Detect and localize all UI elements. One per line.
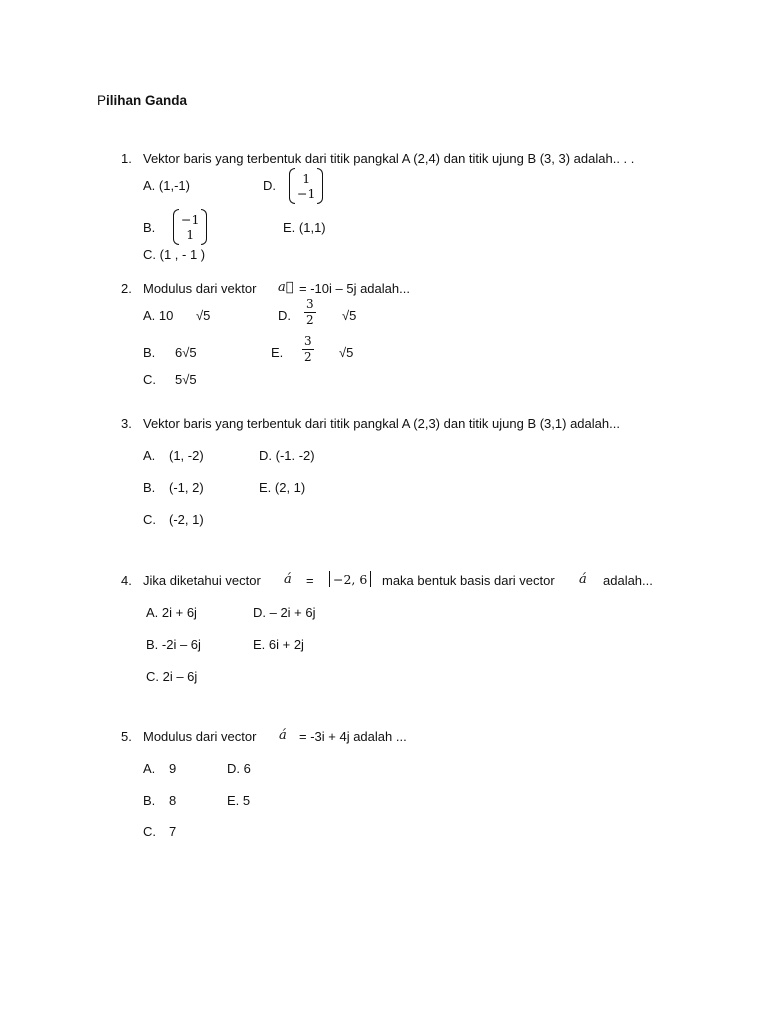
option-a: A. (1,-1) [143, 178, 190, 193]
option-c-label: C. [143, 512, 156, 527]
option-d-label: D. [278, 308, 291, 323]
option-a-value: 9 [169, 761, 177, 776]
question-text-after: = -3i + 4j adalah ... [299, 729, 407, 744]
option-b-label: B. [143, 793, 156, 808]
matrix-bottom: −1 [297, 186, 316, 201]
option-b-label: B. [143, 345, 156, 360]
option-c: C. 2i – 6j [146, 669, 198, 684]
question-number: 3. [121, 416, 132, 431]
vector-components: −2, 6 [333, 571, 368, 587]
right-paren [317, 168, 323, 204]
option-e-label: E. [271, 345, 284, 360]
question-text-mid: maka bentuk basis dari vector [382, 573, 555, 588]
matrix-top: 1 [302, 171, 311, 186]
option-a-label: A. [143, 761, 156, 776]
page-title-rest: ilihan Ganda [106, 93, 188, 108]
fraction-denominator: 2 [306, 313, 314, 327]
option-b: B. -2i – 6j [146, 637, 201, 652]
right-bar [370, 571, 371, 587]
fraction-numerator: 3 [304, 334, 312, 348]
option-b-matrix [173, 209, 207, 245]
option-a-label: A. [143, 448, 156, 463]
fraction-denominator: 2 [304, 350, 312, 364]
option-e: E. 5 [227, 793, 251, 808]
vector-a-symbol: a⃗ [278, 280, 294, 295]
question-number: 4. [121, 573, 132, 588]
right-paren [201, 209, 207, 245]
option-c-value: 7 [169, 824, 177, 839]
option-d: D. – 2i + 6j [253, 605, 316, 620]
option-e-fraction [302, 335, 314, 364]
option-c-value: 5√5 [175, 372, 197, 387]
option-d: D. (-1. -2) [259, 448, 315, 463]
option-a-root: √5 [196, 308, 211, 323]
page-title-first-letter: P [97, 93, 107, 108]
question-text-after: adalah... [603, 573, 653, 588]
option-d: D. 6 [227, 761, 251, 776]
equals-sign: = [306, 573, 314, 588]
matrix-top: −1 [181, 212, 200, 227]
vector-value [326, 571, 374, 587]
option-a: A. 2i + 6j [146, 605, 197, 620]
question-text-before: Jika diketahui vector [143, 573, 261, 588]
question-number: 2. [121, 281, 132, 296]
option-b-label: B. [143, 220, 156, 235]
fraction-numerator: 3 [306, 297, 314, 311]
question-text: Vektor baris yang terbentuk dari titik pangkal A (2,3) dan titik ujung B (3,1) adalah... [143, 416, 620, 431]
option-c-label: C. [143, 824, 156, 839]
option-b-value: 8 [169, 793, 177, 808]
option-b-value: (-1, 2) [169, 480, 204, 495]
matrix-bottom: 1 [186, 227, 195, 242]
question-number: 1. [121, 151, 132, 166]
option-a: A. 10 [143, 308, 174, 323]
question-text-before: Modulus dari vector [143, 729, 257, 744]
option-d-fraction [304, 298, 316, 327]
option-b-label: B. [143, 480, 156, 495]
question-number: 5. [121, 729, 132, 744]
option-b-value: 6√5 [175, 345, 197, 360]
option-c-value: (-2, 1) [169, 512, 204, 527]
option-e: E. 6i + 2j [253, 637, 304, 652]
option-c: C. (1 , - 1 ) [143, 247, 206, 262]
option-c-label: C. [143, 372, 156, 387]
left-bar [329, 571, 330, 587]
question-text-after: = -10i – 5j adalah... [299, 281, 410, 296]
option-d-matrix [289, 168, 323, 204]
question-text: Vektor baris yang terbentuk dari titik pangkal A (2,4) dan titik ujung B (3, 3) adalah.. . . [143, 151, 635, 166]
vector-a-symbol: á [279, 728, 287, 743]
option-d-root: √5 [342, 308, 357, 323]
question-text-before: Modulus dari vektor [143, 281, 257, 296]
option-a-value: (1, -2) [169, 448, 204, 463]
option-d-label: D. [263, 178, 276, 193]
vector-a-symbol: á [579, 572, 587, 587]
option-e: E. (1,1) [283, 220, 326, 235]
page-title [97, 93, 187, 109]
option-e-root: √5 [339, 345, 354, 360]
vector-a-symbol: á [284, 572, 292, 587]
option-e: E. (2, 1) [259, 480, 306, 495]
